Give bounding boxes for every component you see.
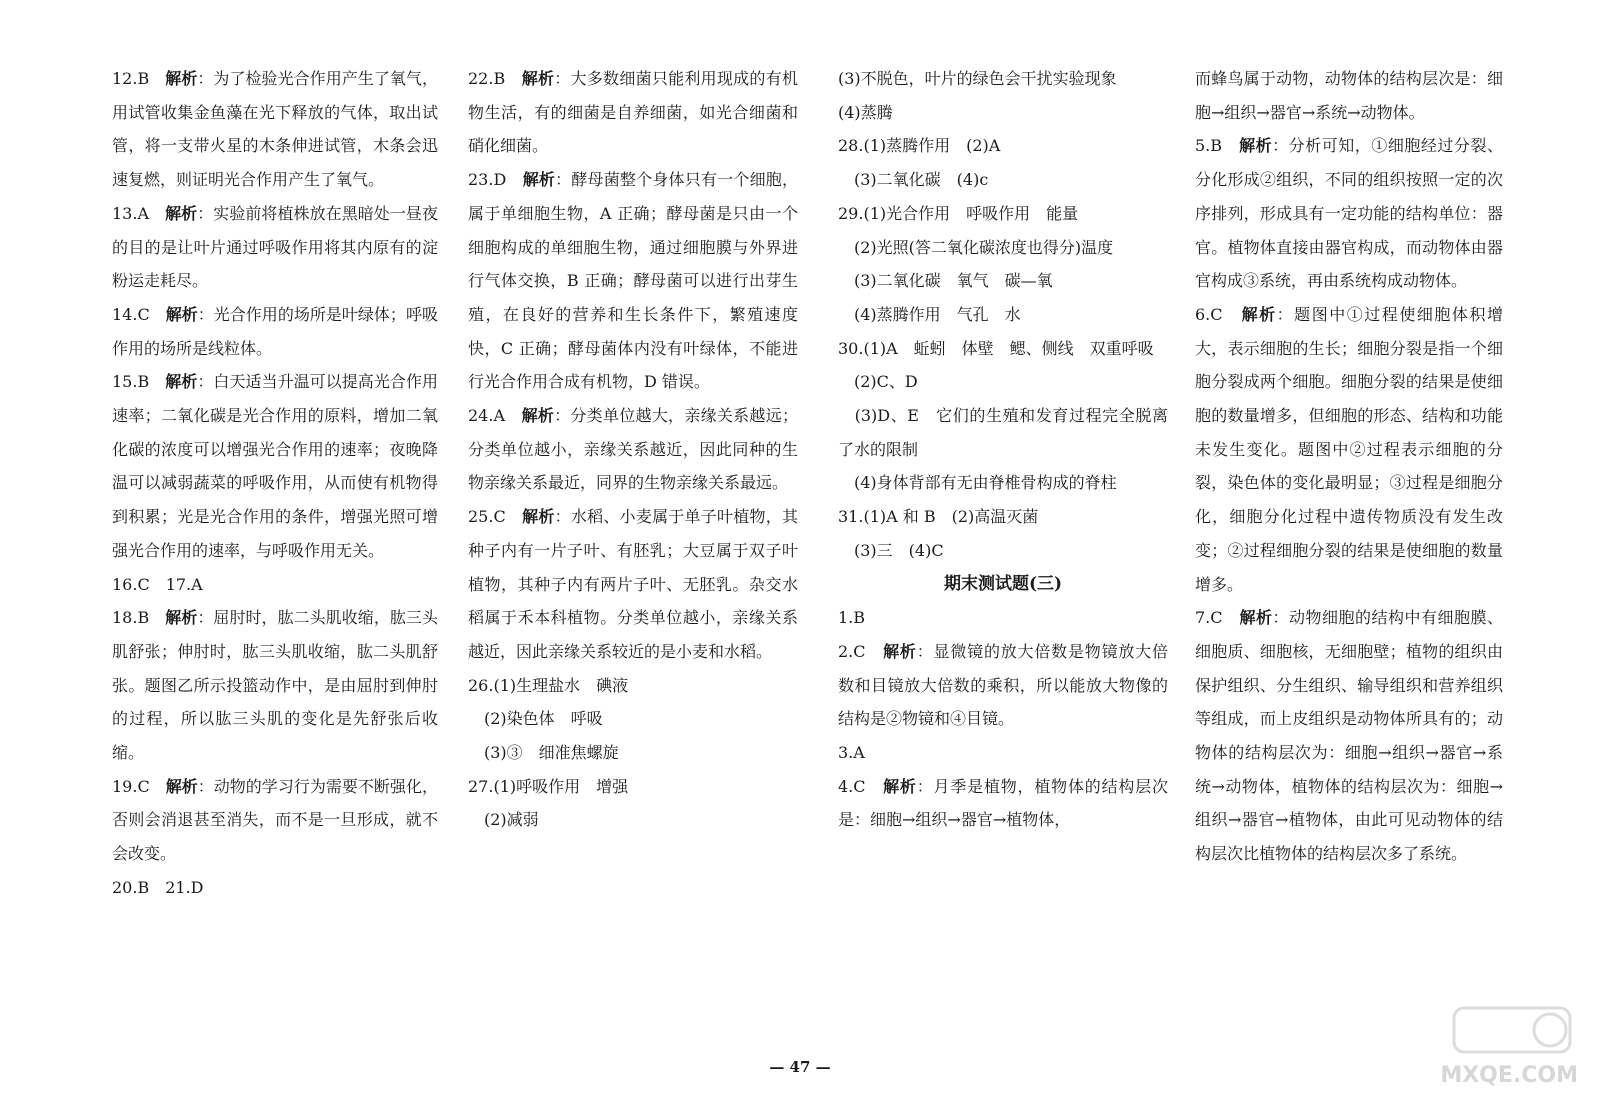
answer-30-3: (3)D、E 它们的生殖和发育过程完全脱离了水的限制: [838, 406, 1168, 459]
answer-29-2: (2)光照(答二氧化碳浓度也得分)温度: [838, 237, 1114, 257]
answer-30-1: 30.(1)A 蚯蚓 体壁 鳃、侧线 双重呼吸: [838, 338, 1154, 358]
answer-27-1: 27.(1)呼吸作用 增强: [468, 776, 629, 796]
column-4: [1195, 62, 1503, 871]
answer-25: 25.C 解析：水稻、小麦属于单子叶植物，其种子内有一片子叶、有胚乳；大豆属于双子叶植物，其种子内有两片子叶、无胚乳。杂交水稻属于禾本科植物。分类单位越小，亲缘关系越近，因此亲缘关系较近的是小麦和水稻。: [468, 507, 798, 661]
answer-30-4: (4)身体背部有无由脊椎骨构成的脊柱: [838, 473, 1117, 493]
answer-27-2: (2)减弱: [468, 810, 539, 830]
answer-12: 12.B 解析：为了检验光合作用产生了氧气，用试管收集金鱼藻在光下释放的气体，取出试管，将一支带火星的木条伸进试管，木条会迅速复燃，则证明光合作用产生了氧气。: [112, 69, 438, 190]
watermark-logo-icon: [1452, 1002, 1572, 1058]
answer-28-1: 28.(1)蒸腾作用 (2)A: [838, 136, 1001, 156]
answer-27-4: (4)蒸腾: [838, 102, 893, 122]
answer-26-1: 26.(1)生理盐水 碘液: [468, 675, 629, 695]
answer-29-4: (4)蒸腾作用 气孔 水: [838, 304, 1021, 324]
answer-18: 18.B 解析：屈肘时，肱二头肌收缩，肱三头肌舒张；伸肘时，肱三头肌收缩，肱二头肌舒张。题图乙所示投篮动作中，是由屈肘到伸肘的过程，所以肱三头肌的变化是先舒张后收缩。: [112, 608, 438, 763]
answer-31-1: 31.(1)A 和 B (2)高温灭菌: [838, 507, 1039, 527]
answer-19: 19.C 解析：动物的学习行为需要不断强化，否则会消退甚至消失，而不是一旦形成，就不会改变。: [112, 776, 438, 864]
answer-28-2: (3)二氧化碳 (4)c: [838, 170, 989, 190]
watermark: [1422, 1002, 1582, 1092]
page-number: — 47 —: [769, 1058, 831, 1076]
column-2: [468, 62, 798, 837]
answer-23: 23.D 解析：酵母菌整个身体只有一个细胞，属于单细胞生物，A 正确；酵母菌是只由一个细胞构成的单细胞生物，通过细胞膜与外界进行气体交换，B 正确；酵母菌可以进行出芽生殖，在良好的营养和生长条件下，繁殖速度快，C 正确；酵母菌体内没有叶绿体，不能进行光合作用合成有机物，D 错误。: [468, 170, 798, 392]
column-1: [112, 62, 438, 905]
answer-s3-4: 4.C 解析：月季是植物，植物体的结构层次是：细胞→组织→器官→植物体，: [838, 776, 1168, 830]
section-heading: 期末测试题(三): [943, 573, 1063, 594]
answer-24: 24.A 解析：分类单位越大，亲缘关系越远；分类单位越小，亲缘关系越近，因此同种的生物亲缘关系最近，同界的生物亲缘关系最远。: [468, 406, 798, 493]
column-3: [838, 62, 1168, 837]
answer-15: 15.B 解析：白天适当升温可以提高光合作用速率；二氧化碳是光合作用的原料，增加二氧化碳的浓度可以增强光合作用的速率；夜晚降温可以减弱蔬菜的呼吸作用，从而使有机物得到积累；光是光合作用的条件，增强光照可增强光合作用的速率，与呼吸作用无关。: [112, 372, 438, 560]
answer-14: 14.C 解析：光合作用的场所是叶绿体；呼吸作用的场所是线粒体。: [112, 304, 438, 358]
answer-s3-7: 7.C 解析：动物细胞的结构中有细胞膜、细胞质、细胞核，无细胞壁；植物的组织由保护组织、分生组织、输导组织和营养组织等组成，而上皮组织是动物体所具有的；动物体的结构层次为：细胞→组织→器官→系统→动物体，植物体的结构层次为：细胞→组织→器官→植物体，由此可见动物体的结构层次比植物体的结构层次多了系统。: [1195, 608, 1503, 864]
answer-29-1: 29.(1)光合作用 呼吸作用 能量: [838, 203, 1079, 223]
answer-31-2: (3)三 (4)C: [838, 540, 944, 560]
answer-s3-6: 6.C 解析：题图中①过程使细胞体积增大，表示细胞的生长；细胞分裂是指一个细胞分裂成两个细胞。细胞分裂的结果是使细胞的数量增多，但细胞的形态、结构和功能未发生变化。题图中②过程表示细胞的分裂，染色体的变化最明显；③过程是细胞分化，细胞分化过程中遗传物质没有发生改变；②过程细胞分裂的结果是使细胞的数量增多。: [1195, 304, 1503, 594]
answer-22: 22.B 解析：大多数细菌只能利用现成的有机物生活，有的细菌是自养细菌，如光合细菌和硝化细菌。: [468, 69, 798, 156]
answer-s3-1: 1.B: [838, 608, 866, 628]
watermark-text: MXQE.COM: [1440, 1063, 1578, 1088]
answer-26-2: (2)染色体 呼吸: [468, 709, 603, 729]
answer-s3-4-cont: 而蜂鸟属于动物，动物体的结构层次是：细胞→组织→器官→系统→动物体。: [1195, 69, 1503, 122]
answer-26-3: (3)③ 细准焦螺旋: [468, 743, 619, 763]
answer-29-3: (3)二氧化碳 氧气 碳—氧: [838, 271, 1053, 291]
answer-16-17: 16.C 17.A: [112, 574, 203, 594]
answer-20-21: 20.B 21.D: [112, 877, 204, 897]
answer-30-2: (2)C、D: [838, 372, 918, 392]
answer-13: 13.A 解析：实验前将植株放在黑暗处一昼夜的目的是让叶片通过呼吸作用将其内原有的淀粉运走耗尽。: [112, 203, 438, 291]
answer-27-3: (3)不脱色，叶片的绿色会干扰实验现象: [838, 69, 1117, 88]
answer-s3-2: 2.C 解析：显微镜的放大倍数是物镜放大倍数和目镜放大倍数的乘积，所以能放大物像的结构是②物镜和④目镜。: [838, 641, 1168, 729]
answer-s3-5: 5.B 解析：分析可知，①细胞经过分裂、分化形成②组织，不同的组织按照一定的次序排列，形成具有一定功能的结构单位：器官。植物体直接由器官构成，而动物体由器官构成③系统，再由系统构成动物体。: [1195, 136, 1503, 291]
answer-s3-3: 3.A: [838, 743, 865, 763]
